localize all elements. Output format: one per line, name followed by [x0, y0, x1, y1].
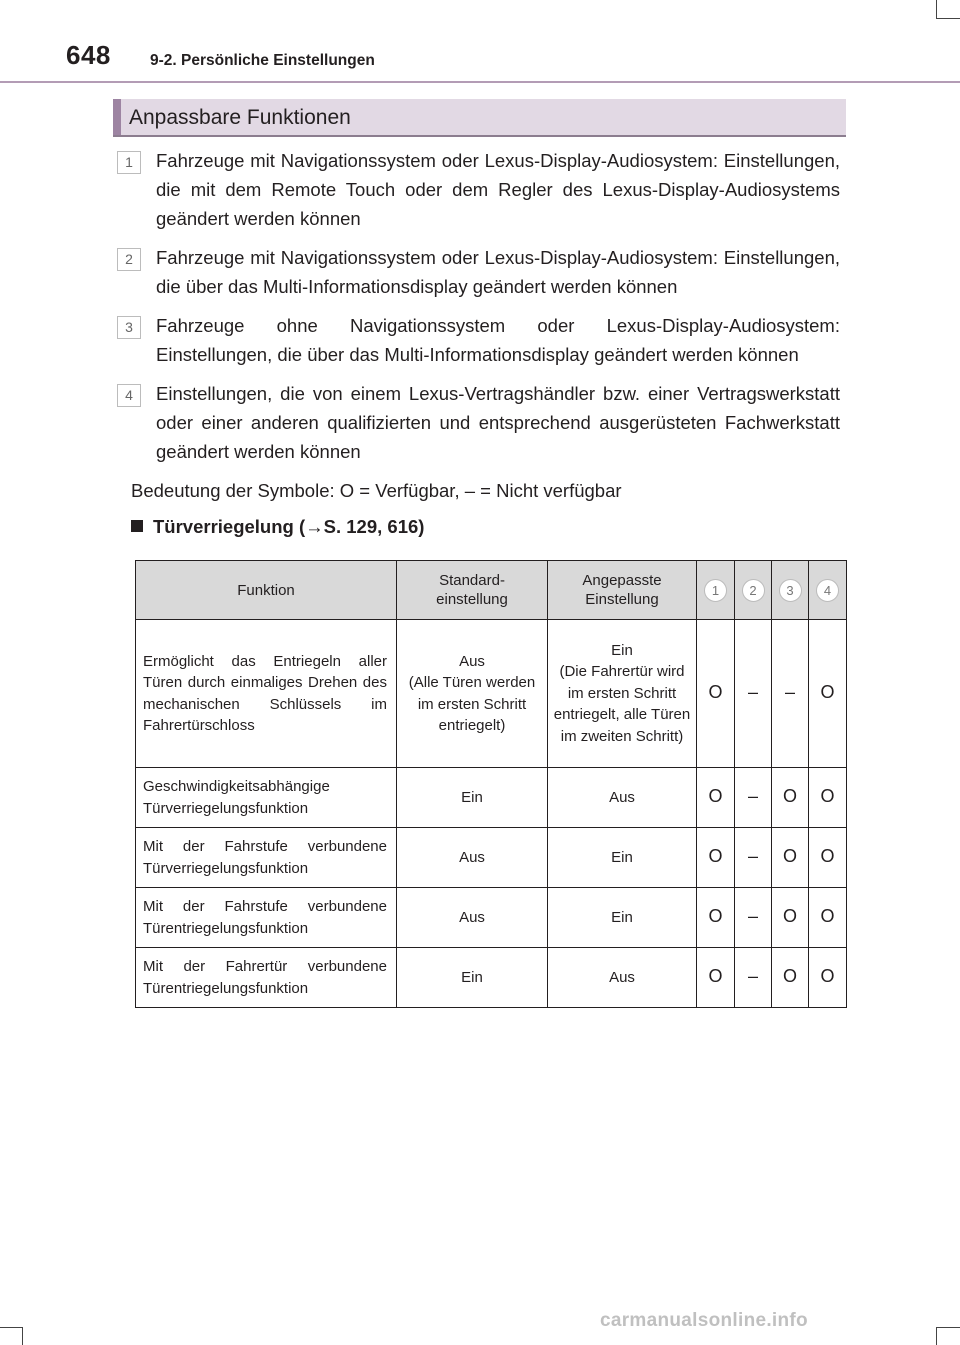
availability-cell	[697, 768, 735, 828]
header-function: Funktion	[136, 561, 397, 620]
section-banner-accent	[113, 99, 121, 135]
availability-symbol: –	[747, 966, 758, 987]
function-cell: Mit der Fahrertür verbundene Türentriegelungsfunktion	[136, 948, 397, 1008]
table-row	[136, 948, 847, 1008]
header-divider	[0, 81, 960, 83]
header-col-1	[697, 561, 735, 620]
table-row	[136, 888, 847, 948]
availability-symbol: –	[747, 906, 758, 927]
availability-symbol: –	[747, 682, 758, 703]
default-cell: Ein	[397, 768, 548, 828]
header-col-2	[735, 561, 772, 620]
availability-cell	[809, 948, 847, 1008]
availability-cell	[772, 888, 809, 948]
function-cell: Ermöglicht das Entriegeln aller Türen durch einmaliges Drehen des mechanischen Schlüssels im Fahrertürschloss	[136, 620, 397, 768]
availability-symbol: O	[708, 786, 723, 807]
availability-cell	[772, 768, 809, 828]
availability-cell	[735, 620, 772, 768]
crop-mark	[0, 1327, 22, 1328]
header-col-4	[809, 561, 847, 620]
availability-symbol: O	[820, 966, 835, 987]
custom-cell: Aus	[548, 948, 697, 1008]
table-header-row	[136, 561, 847, 620]
subheading-text: Türverriegelung (→S. 129, 616)	[153, 516, 425, 537]
crop-mark	[936, 0, 937, 18]
col-number-3: 3	[779, 579, 802, 602]
availability-symbol: O	[782, 906, 797, 927]
availability-cell	[697, 828, 735, 888]
availability-cell	[697, 620, 735, 768]
section-banner	[113, 99, 846, 137]
col-number-4: 4	[816, 579, 839, 602]
header-col-3	[772, 561, 809, 620]
availability-symbol: O	[708, 682, 723, 703]
legend-item-1: Fahrzeuge mit Navigationssystem oder Lexus-Display-Audiosystem: Einstellungen, die mit dem Remote Touch oder dem Regler des Lexus-Display-Audiosystems geändert werden können	[156, 150, 840, 229]
default-cell: Ein	[397, 948, 548, 1008]
availability-cell	[772, 620, 809, 768]
availability-cell	[809, 828, 847, 888]
legend-number-3: 3	[117, 316, 141, 339]
availability-symbol: –	[747, 846, 758, 867]
col-number-1: 1	[704, 579, 727, 602]
availability-symbol: O	[820, 682, 835, 703]
page-number: 648	[66, 40, 111, 70]
watermark: carmanualsonline.info	[600, 1310, 808, 1331]
section-title: Anpassbare Funktionen	[129, 106, 351, 129]
availability-cell	[772, 828, 809, 888]
custom-cell: Ein	[548, 888, 697, 948]
crop-mark	[936, 1327, 960, 1328]
function-cell: Geschwindigkeitsabhängige Türverriegelungsfunktion	[136, 768, 397, 828]
symbol-legend: Bedeutung der Symbole: O = Verfügbar, – = Nicht verfügbar	[131, 480, 622, 501]
availability-cell	[809, 620, 847, 768]
chapter-title: 9-2. Persönliche Einstellungen	[150, 52, 375, 69]
availability-symbol: O	[708, 966, 723, 987]
availability-symbol: O	[820, 906, 835, 927]
subheading	[131, 516, 424, 538]
availability-cell	[735, 768, 772, 828]
availability-cell	[772, 948, 809, 1008]
custom-cell: Ein (Die Fahrertür wird im ersten Schritt entriegelt, alle Türen im zweiten Schritt)	[548, 620, 697, 768]
col-number-2: 2	[742, 579, 765, 602]
availability-cell	[697, 948, 735, 1008]
header-default: Standard- einstellung	[397, 561, 548, 620]
availability-symbol: –	[747, 786, 758, 807]
custom-cell: Ein	[548, 828, 697, 888]
legend-number-2: 2	[117, 248, 141, 271]
availability-symbol: O	[782, 846, 797, 867]
legend-number-1: 1	[117, 151, 141, 174]
crop-mark	[936, 1327, 937, 1345]
legend-number-4: 4	[117, 384, 141, 407]
availability-symbol: O	[708, 846, 723, 867]
legend-item-3: Fahrzeuge ohne Navigationssystem oder Lexus-Display-Audiosystem: Einstellungen, die über das Multi-Informationsdisplay geändert werden können	[156, 315, 840, 365]
customization-table	[135, 560, 847, 1008]
availability-symbol: –	[784, 682, 795, 703]
availability-cell	[697, 888, 735, 948]
default-cell: Aus	[397, 888, 548, 948]
crop-mark	[22, 1327, 23, 1345]
availability-cell	[735, 948, 772, 1008]
availability-symbol: O	[820, 786, 835, 807]
availability-symbol: O	[782, 786, 797, 807]
availability-cell	[735, 828, 772, 888]
legend-item-2: Fahrzeuge mit Navigationssystem oder Lexus-Display-Audiosystem: Einstellungen, die über das Multi-Informationsdisplay geändert werden können	[156, 247, 840, 297]
bullet-square-icon	[131, 520, 143, 532]
availability-cell	[809, 888, 847, 948]
default-cell: Aus (Alle Türen werden im ersten Schritt entriegelt)	[397, 620, 548, 768]
function-cell: Mit der Fahrstufe verbundene Türentriegelungsfunktion	[136, 888, 397, 948]
crop-mark	[936, 18, 960, 19]
table-row	[136, 768, 847, 828]
availability-cell	[809, 768, 847, 828]
availability-symbol: O	[820, 846, 835, 867]
default-cell: Aus	[397, 828, 548, 888]
custom-cell: Aus	[548, 768, 697, 828]
table-row	[136, 620, 847, 768]
function-cell: Mit der Fahrstufe verbundene Türverriegelungsfunktion	[136, 828, 397, 888]
availability-symbol: O	[708, 906, 723, 927]
availability-cell	[735, 888, 772, 948]
legend-item-4: Einstellungen, die von einem Lexus-Vertragshändler bzw. einer Vertragswerkstatt oder einer anderen qualifizierten und entsprechend ausgerüsteten Fachwerkstatt geändert werden können	[156, 383, 840, 462]
availability-symbol: O	[782, 966, 797, 987]
table-row	[136, 828, 847, 888]
header-custom: Angepasste Einstellung	[548, 561, 697, 620]
